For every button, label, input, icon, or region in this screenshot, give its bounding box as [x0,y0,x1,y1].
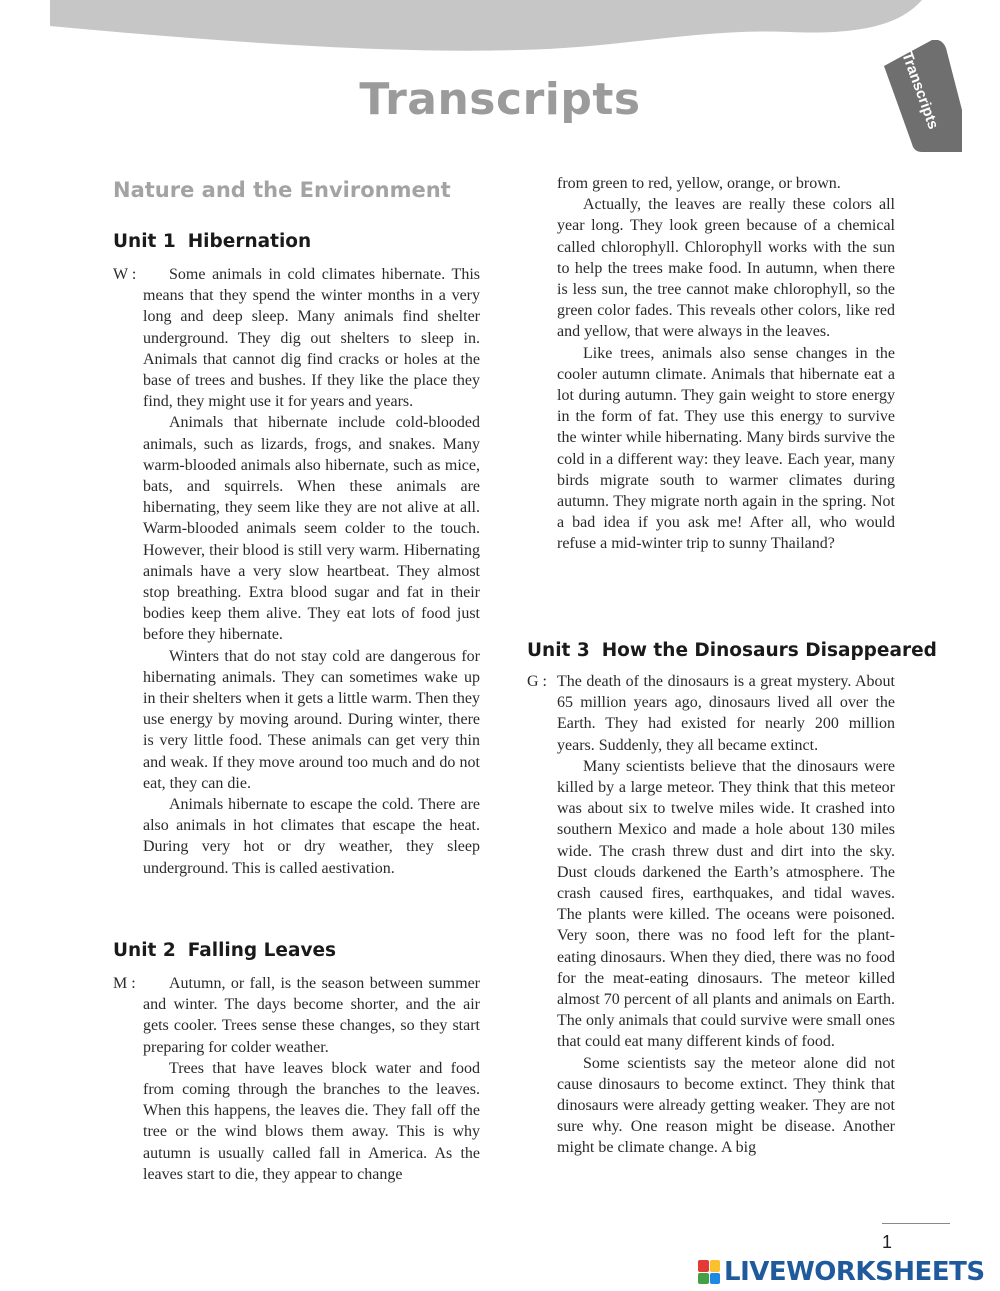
page-title: Transcripts [359,74,641,125]
unit-3-speaker: G : [527,673,547,690]
unit-1-title: Hibernation [187,231,312,252]
logo-square-icon [698,1260,709,1272]
liveworksheets-logo[interactable] [698,1258,985,1286]
unit-1-transcript [143,264,480,879]
logo-square-icon [698,1273,709,1285]
paragraph: Some scientists say the meteor alone did not cause dinosaurs to become extinct. They think that dinosaurs were already getting weaker. They are not sure why. One reason might be disease. Another might be climate change. A big [557,1054,895,1157]
unit-3-title: How the Dinosaurs Disappeared [601,640,937,661]
header-band [0,0,1000,60]
page-number: 1 [881,1232,892,1252]
unit-2-transcript-continued [557,173,895,555]
side-tab-label: Transcripts [898,49,942,132]
paragraph: Like trees, animals also sense changes in the cooler autumn climate. Animals that hibernate eat a lot during autumn. They gain weight to store energy in the form of fat. They use this energy to survive the winter while hibernating. Many birds survive the cold in a different way: they leave. Each year, many birds migrate south to warmer climates during autumn. They migrate north again in the spring. Not a bad idea if you ask me! After all, who would refuse a mid-winter trip to sunny Thailand? [557,344,895,553]
paragraph: Autumn, or fall, is the season between summer and winter. The days become shorter, and the air gets cooler. Trees sense these changes, so they start preparing for colder weather. [143,975,480,1056]
paragraph: Animals hibernate to escape the cold. There are also animals in hot climates that escape the heat. During very hot or dry weather, they sleep underground. This is called aestivation. [143,796,480,877]
paragraph: Winters that do not stay cold are dangerous for hibernating animals. They can sometimes wake up in their shelters when it gets a little warm. Then they use energy by moving around. During winter, there is very little food. These animals can get very thin and weak. If they move around too much and do not eat, they can die. [143,647,480,792]
unit-1-number: Unit 1 [113,231,176,252]
unit-3-heading [527,640,937,661]
unit-2-heading [113,940,336,961]
unit-2-speaker: M : [113,975,136,992]
footer-rule [882,1223,950,1224]
logo-square-icon [710,1260,721,1272]
unit-2-transcript [143,973,480,1185]
paragraph: Many scientists believe that the dinosaurs were killed by a large meteor. They think that this meteor was about six to twelve miles wide. It crashed into southern Mexico and made a hole about 130 miles wide. The crash threw dust and dirt into the sky. Dust clouds darkened the Earth’s atmosphere. The crash caused fires, earthquakes, and tidal waves. The plants were killed. The oceans were poisoned. Very soon, there was no food left for the plant-eating dinosaurs. When they died, there was no food for the meat-eating dinosaurs. The meteor killed almost 70 percent of all plants and animals on Earth. The only animals that could survive were small ones that could eat many different kinds of food. [557,757,895,1051]
paragraph: Some animals in cold climates hibernate. This means that they spend the winter months in a very long and deep sleep. Many animals find shelter underground. They dig out shelters to sleep in. Animals that cannot dig find cracks or holes at the base of trees and bushes. If they like the place they find, they might use it for years and years. [143,266,480,411]
paragraph: from green to red, yellow, orange, or brown. [557,175,841,192]
unit-1-heading [113,231,311,252]
paragraph: The death of the dinosaurs is a great mystery. About 65 million years ago, dinosaurs lived all over the Earth. They had existed for nearly 200 million years. Suddenly, they all became extinct. [557,673,895,754]
unit-3-transcript [557,671,895,1159]
logo-square-icon [710,1273,721,1285]
paragraph: Trees that have leaves block water and food from coming through the branches to the leaves. When this happens, the leaves die. They fall off the tree or the wind blows them away. This is why autumn is usually called fall in America. As the leaves start to die, they appear to change [143,1059,480,1183]
unit-2-number: Unit 2 [113,940,176,961]
unit-1-speaker: W : [113,266,137,283]
paragraph: Animals that hibernate include cold-blooded animals, such as lizards, frogs, and snakes. Many warm-blooded animals also hibernate, such as mice, bats, and squirrels. When these animals are hibernating, they seem like they are not alive at all. Warm-blooded animals seem colder to the touch. However, their blood is still very warm. Hibernating animals have a very slow heartbeat. They almost stop breathing. Extra blood sugar and fat in their bodies keep them alive. They eat lots of food just before they hibernate. [143,414,480,644]
paragraph: Actually, the leaves are really these colors all year long. They look green because of a chemical called chlorophyll. Chlorophyll works with the sun to help the trees make food. In autumn, when there is less sun, the tree cannot make chlorophyll, so the green color fades. This reveals other colors, like red and yellow, that were always in the leaves. [557,196,895,341]
section-title: Nature and the Environment [113,178,451,202]
logo-mark-icon [698,1260,720,1284]
logo-text: LIVEWORKSHEETS [724,1257,985,1287]
unit-3-number: Unit 3 [527,640,590,661]
unit-2-title: Falling Leaves [187,940,337,961]
